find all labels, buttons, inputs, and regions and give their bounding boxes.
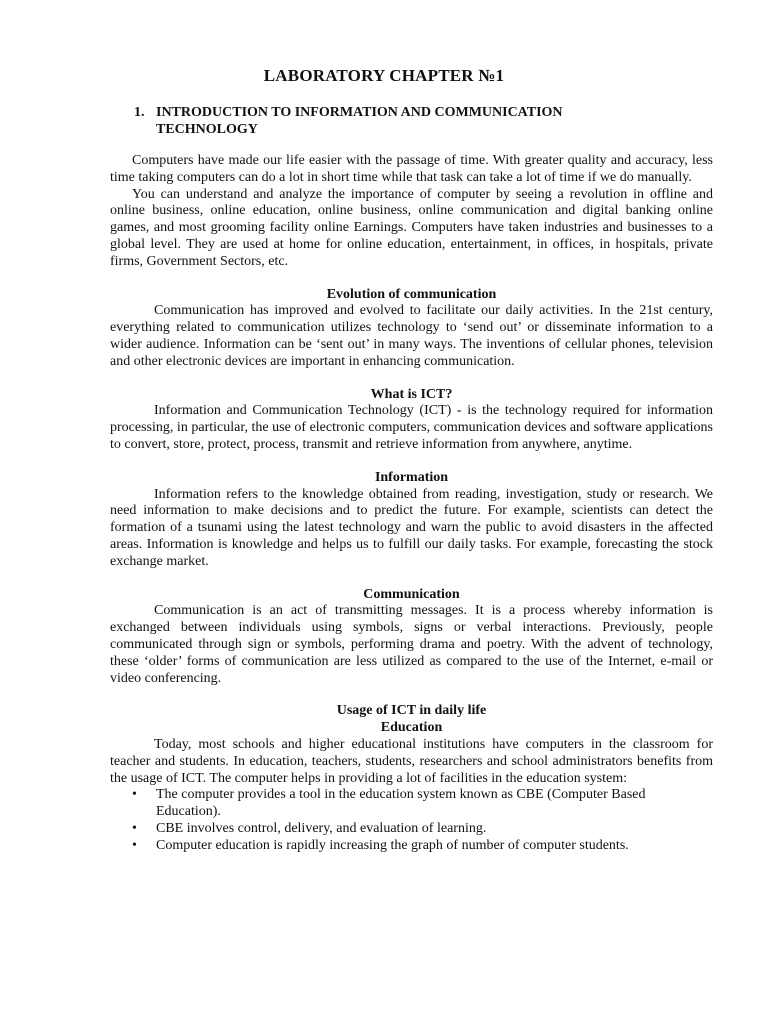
education-bullet-list [110, 787, 713, 854]
list-item [110, 787, 713, 821]
page-title: LABORATORY CHAPTER №1 [263, 66, 505, 85]
information-heading: Information [374, 469, 449, 485]
list-item [110, 838, 713, 855]
evolution-paragraph: Communication has improved and evolved to facilitate our daily activities. In the 21st century, everything related to communication utilizes technology to ‘send out’ or disseminate information to a wider audience. Information can be ‘sent out’ in many ways. The inventions of cellular phones, television and other electronic devices are important in enhancing communication. [110, 303, 713, 369]
usage-heading: Usage of ICT in daily life [336, 703, 487, 719]
document-body [110, 153, 713, 854]
education-paragraph: Today, most schools and higher educational institutions have computers in the classroom for teacher and students. In education, teachers, students, researchers and school administrators benefits from the usage of ICT. The computer helps in providing a lot of facilities in the education system: [110, 736, 713, 786]
list-item-text: CBE involves control, delivery, and evaluation of learning. [156, 820, 487, 836]
section-number: 1. [134, 105, 145, 120]
education-subheading: Education [380, 720, 443, 736]
what-is-ict-heading: What is ICT? [370, 386, 453, 402]
information-paragraph: Information refers to the knowledge obtained from reading, investigation, study or research. We need information to make decisions and to predict the future. For example, scientists can detect the formation of a tsunami using the latest technology and warn the public to avoid disasters in the affected areas. Information is knowledge and helps us to fulfill our daily tasks. For example, forecasting the stock exchange market. [110, 486, 713, 569]
communication-heading: Communication [363, 586, 460, 602]
communication-paragraph: Communication is an act of transmitting messages. It is a process whereby information is exchanged between individuals using symbols, signs or verbal interactions. Previously, people communicated through sign or symbols, performing drama and poetry. With the advent of technology, these ‘older’ forms of communication are less utilized as compared to the use of the Internet, e-mail or video conferencing. [110, 603, 713, 686]
bullet-icon: • [132, 820, 137, 836]
intro-paragraph-2: You can understand and analyze the importance of computer by seeing a revolution in offline and online business, online education, online business, online communication and digital banking online games, and most grooming facility online Earnings. Computers have taken industries and businesses to a global level. They are used at home for online education, entertainment, in offices, in hospitals, private firms, Government Sectors, etc. [110, 186, 713, 269]
bullet-icon: • [132, 787, 137, 803]
section-title: INTRODUCTION TO INFORMATION AND COMMUNICATION TECHNOLOGY [156, 105, 563, 137]
evolution-heading: Evolution of communication [326, 286, 497, 302]
list-item [110, 821, 713, 838]
intro-paragraph-1: Computers have made our life easier with the passage of time. With greater quality and accuracy, less time taking computers can do a lot in short time while that task can take a lot of time if we do manually. [110, 153, 713, 185]
section-heading [134, 104, 634, 138]
list-item-text: Computer education is rapidly increasing the graph of number of computer students. [156, 837, 629, 853]
bullet-icon: • [132, 837, 137, 853]
list-item-text: The computer provides a tool in the education system known as CBE (Computer Based Education). [156, 787, 646, 820]
what-is-ict-paragraph: Information and Communication Technology (ICT) - is the technology required for information processing, in particular, the use of electronic computers, communication devices and software applications to convert, store, protect, process, transmit and retrieve information from anywhere, anytime. [110, 403, 713, 452]
